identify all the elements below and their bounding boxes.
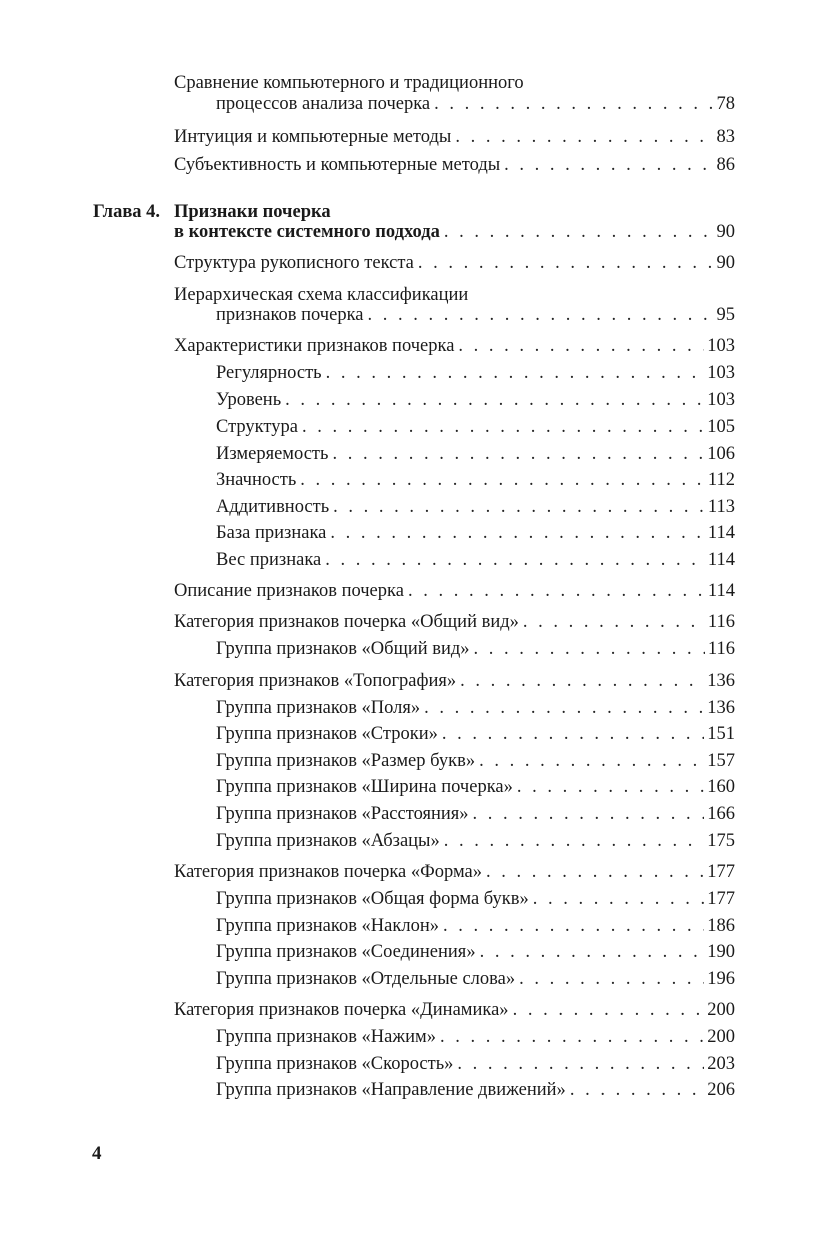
toc-subentry[interactable] bbox=[216, 801, 735, 827]
toc-entry-title: Группа признаков «Скорость» bbox=[216, 1054, 454, 1074]
dot-leader bbox=[333, 494, 705, 520]
toc-page-number: 113 bbox=[707, 497, 735, 517]
toc-entry-title: Категория признаков почерка «Форма» bbox=[174, 862, 483, 882]
toc-entry-title: Группа признаков «Абзацы» bbox=[216, 831, 440, 851]
toc-entry-title: Группа признаков «Нажим» bbox=[216, 1027, 437, 1047]
toc-page-number: 86 bbox=[716, 155, 735, 175]
dot-leader bbox=[473, 801, 705, 827]
dot-leader bbox=[440, 1024, 704, 1050]
toc-page-number: 114 bbox=[707, 523, 735, 543]
dot-leader bbox=[444, 828, 705, 854]
dot-leader bbox=[513, 997, 705, 1023]
toc-subentry[interactable] bbox=[216, 360, 735, 386]
toc-subentry[interactable] bbox=[216, 414, 735, 440]
toc-entry-title: Группа признаков «Поля» bbox=[216, 698, 421, 718]
toc-page-number: 90 bbox=[716, 222, 735, 242]
toc-page-number: 103 bbox=[707, 390, 735, 410]
toc-page-number: 103 bbox=[707, 336, 735, 356]
toc-entry-title: Группа признаков «Соединения» bbox=[216, 942, 476, 962]
chapter-title-line1: Признаки почерка bbox=[174, 202, 331, 222]
dot-leader bbox=[418, 250, 714, 276]
dot-leader bbox=[517, 774, 704, 800]
toc-page-number: 136 bbox=[707, 671, 735, 691]
toc-entry-title: Вес признака bbox=[216, 550, 322, 570]
toc-entry-title: Группа признаков «Направление движений» bbox=[216, 1080, 566, 1100]
toc-page-number: 136 bbox=[707, 698, 735, 718]
toc-subentry[interactable] bbox=[216, 828, 735, 854]
toc-subentry[interactable] bbox=[216, 1051, 735, 1077]
toc-entry[interactable] bbox=[174, 578, 735, 604]
toc-subentry[interactable] bbox=[216, 387, 735, 413]
dot-leader bbox=[460, 668, 704, 694]
toc-subentry[interactable] bbox=[216, 695, 735, 721]
dot-leader bbox=[458, 333, 704, 359]
dot-leader bbox=[523, 609, 705, 635]
toc-entry-title: Группа признаков «Общий вид» bbox=[216, 639, 470, 659]
toc-entry-title: База признака bbox=[216, 523, 327, 543]
dot-leader bbox=[285, 387, 704, 413]
toc-page-number: 206 bbox=[707, 1080, 735, 1100]
toc-entry-title: признаков почерка bbox=[216, 305, 364, 325]
toc-page-number: 106 bbox=[707, 444, 735, 464]
toc-entry[interactable] bbox=[216, 302, 735, 328]
toc-page-number: 177 bbox=[707, 862, 735, 882]
dot-leader bbox=[519, 966, 704, 992]
toc-entry-title: Категория признаков почерка «Общий вид» bbox=[174, 612, 519, 632]
dot-leader bbox=[424, 695, 704, 721]
toc-entry-title: Интуиция и компьютерные методы bbox=[174, 127, 452, 147]
toc-page-number: 83 bbox=[716, 127, 735, 147]
dot-leader bbox=[480, 939, 705, 965]
toc-entry[interactable] bbox=[174, 668, 735, 694]
toc-page-number: 175 bbox=[707, 831, 735, 851]
toc-page-number: 112 bbox=[707, 470, 735, 490]
toc-subentry[interactable] bbox=[216, 748, 735, 774]
toc-subentry[interactable] bbox=[216, 636, 735, 662]
toc-page-number: 186 bbox=[707, 916, 735, 936]
toc-page-number: 95 bbox=[716, 305, 735, 325]
dot-leader bbox=[326, 360, 705, 386]
dot-leader bbox=[368, 302, 714, 328]
toc-entry-title: процессов анализа почерка bbox=[216, 94, 431, 114]
dot-leader bbox=[408, 578, 705, 604]
toc-entry-title: Аддитивность bbox=[216, 497, 330, 517]
toc-page-number: 151 bbox=[707, 724, 735, 744]
toc-page-number: 103 bbox=[707, 363, 735, 383]
toc-page-number: 114 bbox=[707, 581, 735, 601]
toc-page-number: 177 bbox=[707, 889, 735, 909]
dot-leader bbox=[479, 748, 704, 774]
toc-entry-title: Категория признаков почерка «Динамика» bbox=[174, 1000, 509, 1020]
toc-subentry[interactable] bbox=[216, 1024, 735, 1050]
toc-entry[interactable] bbox=[174, 152, 735, 178]
dot-leader bbox=[474, 636, 705, 662]
toc-page-number: 105 bbox=[707, 417, 735, 437]
dot-leader bbox=[300, 467, 705, 493]
toc-subentry[interactable] bbox=[216, 441, 735, 467]
toc-subentry[interactable] bbox=[216, 467, 735, 493]
toc-entry[interactable] bbox=[174, 124, 735, 150]
toc-entry-title: Структура рукописного текста bbox=[174, 253, 414, 273]
toc-subentry[interactable] bbox=[216, 494, 735, 520]
toc-subentry[interactable] bbox=[216, 1077, 735, 1103]
page-number: 4 bbox=[92, 1143, 102, 1164]
dot-leader bbox=[442, 721, 704, 747]
dot-leader bbox=[302, 414, 704, 440]
toc-page-number: 116 bbox=[707, 639, 735, 659]
toc-entry-title-line1: Сравнение компьютерного и традиционного bbox=[174, 73, 524, 93]
toc-entry[interactable] bbox=[174, 609, 735, 635]
toc-entry[interactable] bbox=[174, 997, 735, 1023]
toc-subentry[interactable] bbox=[216, 913, 735, 939]
dot-leader bbox=[533, 886, 705, 912]
dot-leader bbox=[486, 859, 704, 885]
toc-page-number: 190 bbox=[707, 942, 735, 962]
toc-entry-title: Группа признаков «Ширина почерка» bbox=[216, 777, 513, 797]
toc-page-number: 200 bbox=[707, 1000, 735, 1020]
toc-entry-title: Структура bbox=[216, 417, 298, 437]
toc-subentry[interactable] bbox=[216, 774, 735, 800]
toc-subentry[interactable] bbox=[216, 547, 735, 573]
dot-leader bbox=[332, 441, 704, 467]
dot-leader bbox=[325, 547, 705, 573]
toc-entry-title: Группа признаков «Строки» bbox=[216, 724, 438, 744]
dot-leader bbox=[444, 219, 714, 245]
dot-leader bbox=[457, 1051, 704, 1077]
toc-page-number: 78 bbox=[716, 94, 735, 114]
toc-subentry[interactable] bbox=[216, 886, 735, 912]
toc-subentry[interactable] bbox=[216, 721, 735, 747]
toc-page-number: 90 bbox=[716, 253, 735, 273]
toc-entry[interactable] bbox=[216, 91, 735, 117]
toc-page-number: 157 bbox=[707, 751, 735, 771]
dot-leader bbox=[455, 124, 713, 150]
toc-entry-title: Субъективность и компьютерные методы bbox=[174, 155, 501, 175]
dot-leader bbox=[443, 913, 704, 939]
toc-entry-title-line1: Иерархическая схема классификации bbox=[174, 285, 469, 305]
toc-page-number: 114 bbox=[707, 550, 735, 570]
toc-subentry[interactable] bbox=[216, 966, 735, 992]
toc-page-number: 200 bbox=[707, 1027, 735, 1047]
toc-entry-title: Измеряемость bbox=[216, 444, 329, 464]
toc-page-number: 166 bbox=[707, 804, 735, 824]
dot-leader bbox=[504, 152, 713, 178]
toc-entry-title: Категория признаков «Топография» bbox=[174, 671, 457, 691]
toc-page-number: 116 bbox=[707, 612, 735, 632]
toc-subentry[interactable] bbox=[216, 939, 735, 965]
toc-page-number: 160 bbox=[707, 777, 735, 797]
toc-entry-title: Значность bbox=[216, 470, 297, 490]
toc-entry-title: Группа признаков «Общая форма букв» bbox=[216, 889, 529, 909]
toc-page-number: 203 bbox=[707, 1054, 735, 1074]
toc-entry[interactable] bbox=[174, 333, 735, 359]
chapter-title-line2: в контексте системного подхода bbox=[174, 222, 440, 242]
toc-entry-title: Описание признаков почерка bbox=[174, 581, 404, 601]
dot-leader bbox=[570, 1077, 704, 1103]
toc-subentry[interactable] bbox=[216, 520, 735, 546]
toc-page-number: 196 bbox=[707, 969, 735, 989]
dot-leader bbox=[434, 91, 713, 117]
toc-entry-title: Группа признаков «Отдельные слова» bbox=[216, 969, 516, 989]
chapter-entry[interactable] bbox=[174, 219, 735, 245]
toc-entry[interactable] bbox=[174, 250, 735, 276]
toc-entry-title: Регулярность bbox=[216, 363, 322, 383]
chapter-label: Глава 4. bbox=[93, 202, 161, 222]
toc-entry-title: Характеристики признаков почерка bbox=[174, 336, 455, 356]
toc-entry-title: Группа признаков «Наклон» bbox=[216, 916, 439, 936]
toc-entry-title: Группа признаков «Размер букв» bbox=[216, 751, 476, 771]
toc-entry-title: Группа признаков «Расстояния» bbox=[216, 804, 469, 824]
dot-leader bbox=[330, 520, 705, 546]
toc-entry[interactable] bbox=[174, 859, 735, 885]
toc-entry-title: Уровень bbox=[216, 390, 282, 410]
